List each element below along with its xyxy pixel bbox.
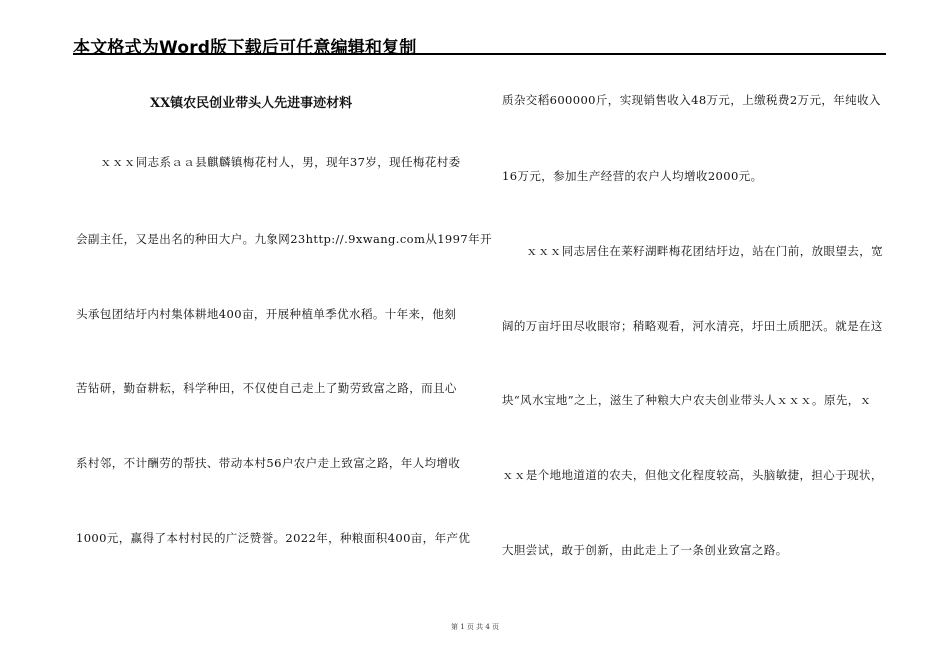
paragraph-line: ｘｘｘ同志居住在莱籽湖畔梅花团结圩边，站在门前，放眼望去，宽 xyxy=(526,244,883,258)
paragraph-line: 大胆尝试，敢于创新，由此走上了一条创业致富之路。 xyxy=(502,543,788,557)
document-title: XX镇农民创业带头人先进事迹材料 xyxy=(150,96,353,111)
paragraph-line: 块“风水宝地”之上，滋生了种粮大户农夫创业带头人ｘｘｘ。原先，ｘ xyxy=(502,393,872,407)
paragraph-line: 会副主任，又是出名的种田大户。九象网23http://.9xwang.com从1997年开 xyxy=(76,232,492,246)
paragraph-line: 阔的万亩圩田尽收眼帘；稍略观看，河水清亮，圩田土质肥沃。就是在这 xyxy=(502,319,883,333)
page-number: 第 1 页 共 4 页 xyxy=(450,623,500,631)
paragraph-line: ｘｘ是个地地道道的农夫，但他文化程度较高，头脑敏捷，担心于现状， xyxy=(502,468,883,482)
paragraph-line: 1000元，赢得了本村村民的广泛赞誉。2022年，种粮面积400亩，年产优 xyxy=(76,531,471,545)
paragraph-line: 质杂交稻600000斤，实现销售收入48万元，上缴税费2万元，年纯收入 xyxy=(502,93,881,107)
paragraph-line: 16万元，参加生产经营的农户人均增收2000元。 xyxy=(502,169,763,183)
page-header: 本文格式为Word版下载后可任意编辑和复制 xyxy=(73,38,417,58)
paragraph-line: 头承包团结圩内村集体耕地400亩，开展种植单季优水稻。十年来，他刻 xyxy=(76,307,457,321)
header-divider xyxy=(73,53,886,55)
paragraph-line: 苦钻研，勤奋耕耘，科学种田，不仅使自己走上了勤劳致富之路，而且心 xyxy=(76,381,457,395)
paragraph-line: ｘｘｘ同志系ａａ县麒麟镇梅花村人，男，现年37岁，现任梅花村委 xyxy=(100,155,461,169)
paragraph-line: 系村邻，不计酬劳的帮扶、带动本村56户农户走上致富之路，年人均增收 xyxy=(76,456,461,470)
